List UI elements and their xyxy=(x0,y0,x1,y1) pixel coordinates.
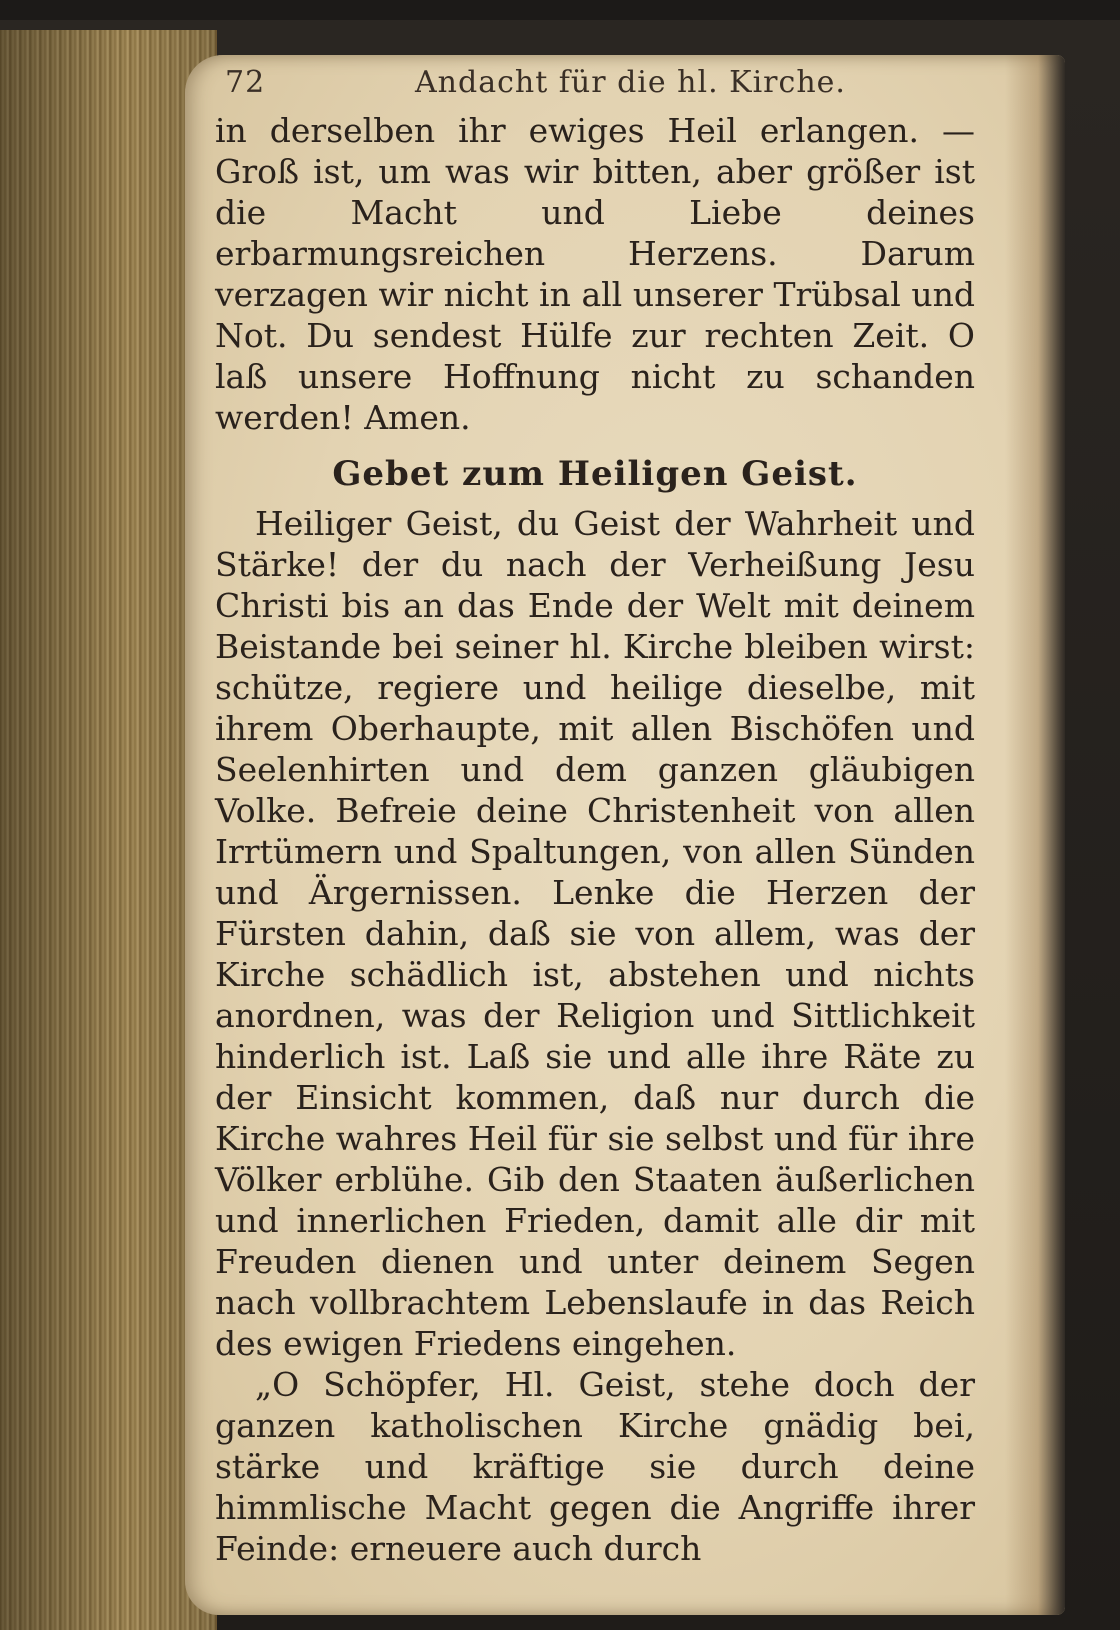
text-block xyxy=(215,110,975,1569)
page-number: 72 xyxy=(225,65,266,100)
intro-paragraph: in derselben ihr ewiges Heil erlangen. — Groß ist, um was wir bitten, aber größer ist die Macht und Liebe deines erbarmungsreichen Herzens. Darum verzagen wir nicht in all unserer Trübsal und Not. Du sendest Hülfe zur rechten Zeit. O laß unsere Hoffnung nicht zu schanden werden! Amen. xyxy=(215,111,975,437)
prayer-paragraph-1: Heiliger Geist, du Geist der Wahrheit und Stärke! der du nach der Verheißung Jesu Christi bis an das Ende der Welt mit deinem Beistande bei seiner hl. Kirche bleiben wirst: schütze, regiere und heilige dieselbe, mit ihrem Oberhaupte, mit allen Bischöfen und Seelenhirten und dem ganzen gläubigen Volke. Befreie deine Christenheit von allen Irrtümern und Spaltungen, von allen Sünden und Ärgernissen. Lenke die Herzen der Fürsten dahin, daß sie von allem, was der Kirche schädlich ist, abstehen und nichts anordnen, was der Religion und Sittlichkeit hinderlich ist. Laß sie und alle ihre Räte zu der Einsicht kommen, daß nur durch die Kirche wahres Heil für sie selbst und für ihre Völker erblühe. Gib den Staaten äußerlichen und innerlichen Frieden, damit alle dir mit Freuden dienen und unter deinem Segen nach vollbrachtem Lebenslaufe in das Reich des ewigen Friedens eingehen. xyxy=(215,504,975,1363)
header-title: Andacht für die hl. Kirche. xyxy=(415,65,846,100)
section-heading: Gebet zum Heiligen Geist. xyxy=(332,454,858,494)
page-gutter xyxy=(1005,55,1065,1615)
book-page xyxy=(185,55,1065,1615)
running-head xyxy=(215,65,965,109)
prayer-paragraph-2: „O Schöpfer, Hl. Geist, stehe doch der ganzen katholischen Kirche gnädig bei, stärke und kräftige sie durch deine himmlische Macht gegen die Angriffe ihrer Feinde: erneuere auch durch xyxy=(215,1365,975,1568)
